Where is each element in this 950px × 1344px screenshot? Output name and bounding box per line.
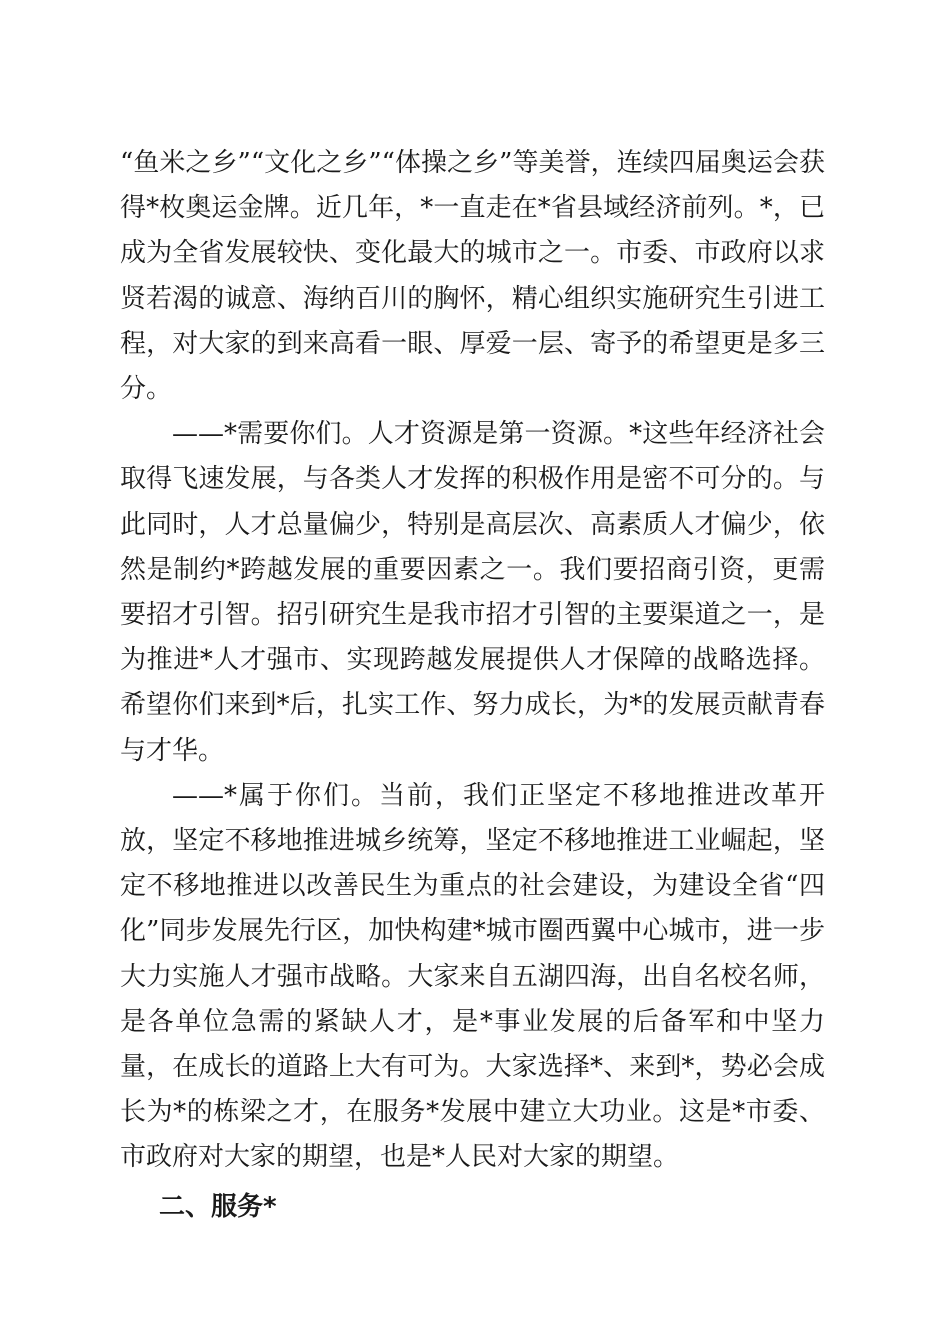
document-body [120,141,825,1230]
paragraph-needs-you: ——*需要你们。人才资源是第一资源。*这些年经济社会取得飞速发展，与各类人才发挥的积极作用是密不可分的。与此同时，人才总量偏少，特别是高层次、高素质人才偏少，依然是制约*跨越发展的重要因素之一。我们要招商引资，更需要招才引智。招引研究生是我市招才引智的主要渠道之一，是为推进*人才强市、实现跨越发展提供人才保障的战略选择。希望你们来到*后，扎实工作、努力成长，为*的发展贡献青春与才华。 [120,419,825,766]
paragraph-belongs-to-you: ——*属于你们。当前，我们正坚定不移地推进改革开放，坚定不移地推进城乡统筹，坚定不移地推进工业崛起，坚定不移地推进以改善民生为重点的社会建设，为建设全省“四化”同步发展先行区，加快构建*城市圈西翼中心城市，进一步大力实施人才强市战略。大家来自五湖四海，出自名校名师，是各单位急需的紧缺人才，是*事业发展的后备军和中坚力量，在成长的道路上大有可为。大家选择*、来到*，势必会成长为*的栋梁之才，在服务*发展中建立大功业。这是*市委、市政府对大家的期望，也是*人民对大家的期望。 [120,780,825,1173]
section-heading: 二、服务* [159,1191,277,1222]
paragraph-continuation: “鱼米之乡”“文化之乡”“体操之乡”等美誉，连续四届奥运会获得*枚奥运金牌。近几年，*一直走在*省县域经济前列。*，已成为全省发展较快、变化最大的城市之一。市委、市政府以求贤若渴的诚意、海纳百川的胸怀，精心组织实施研究生引进工程，对大家的到来高看一眼、厚爱一层、寄予的希望更是多三分。 [120,148,825,405]
